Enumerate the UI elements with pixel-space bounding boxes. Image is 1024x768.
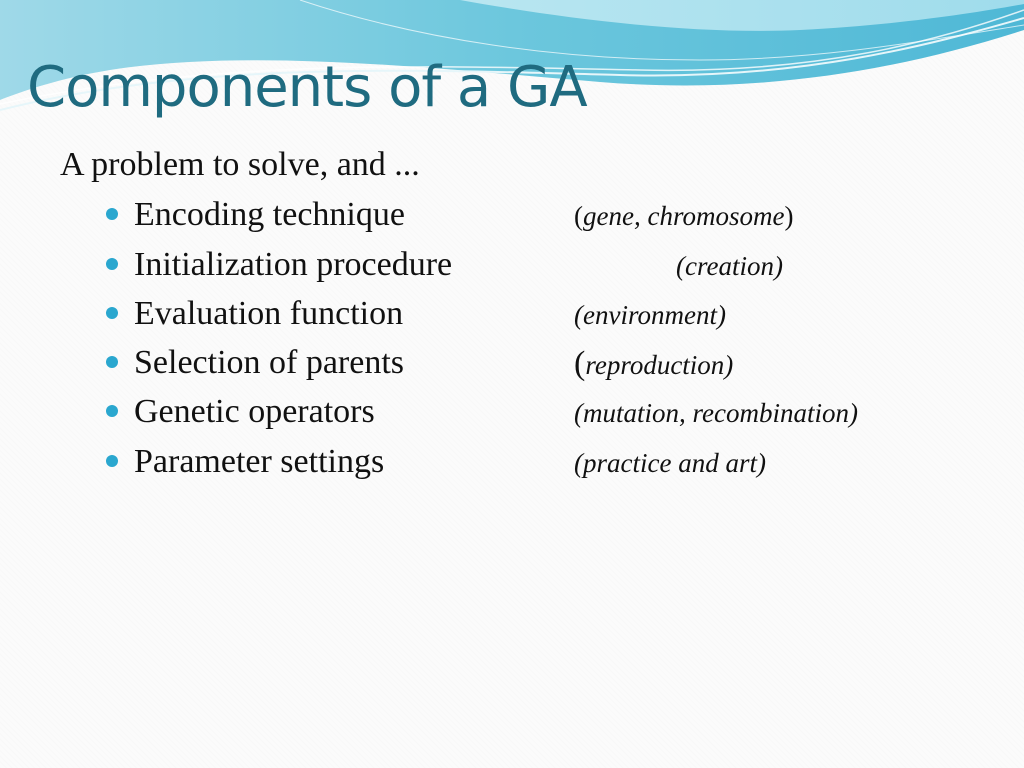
item-note: (environment) bbox=[574, 300, 726, 330]
item-label: Parameter settings bbox=[134, 443, 385, 480]
note-text: reproduction) bbox=[585, 350, 734, 380]
bullet-icon bbox=[106, 258, 118, 270]
note-open-paren: ( bbox=[574, 201, 583, 231]
item-label: Selection of parents bbox=[134, 344, 405, 381]
item-note bbox=[574, 344, 733, 385]
item-note: (creation) bbox=[676, 251, 783, 281]
note-close-paren: ) bbox=[784, 201, 794, 231]
note-open-paren: ( bbox=[574, 345, 586, 382]
bullet-icon bbox=[106, 405, 118, 417]
item-label: Encoding technique bbox=[134, 196, 405, 233]
bullet-icon bbox=[106, 208, 118, 220]
list-item bbox=[0, 193, 1024, 237]
intro-text: A problem to solve, and ... bbox=[60, 146, 420, 183]
bullet-icon bbox=[106, 307, 118, 319]
item-note: (practice and art) bbox=[574, 448, 766, 478]
list-item bbox=[0, 243, 1024, 287]
note-text: gene, chromosome bbox=[583, 201, 785, 231]
item-label: Initialization procedure bbox=[134, 246, 453, 283]
slide-title: Components of a GA bbox=[27, 55, 587, 120]
bullet-icon bbox=[106, 455, 118, 467]
item-label: Genetic operators bbox=[134, 393, 375, 430]
item-note bbox=[574, 196, 793, 236]
list-item bbox=[0, 440, 1024, 484]
list-item bbox=[0, 390, 1024, 434]
list-item bbox=[0, 341, 1024, 385]
item-note: (mutation, recombination) bbox=[574, 398, 858, 428]
item-label: Evaluation function bbox=[134, 295, 404, 332]
list-item bbox=[0, 292, 1024, 336]
bullet-icon bbox=[106, 356, 118, 368]
